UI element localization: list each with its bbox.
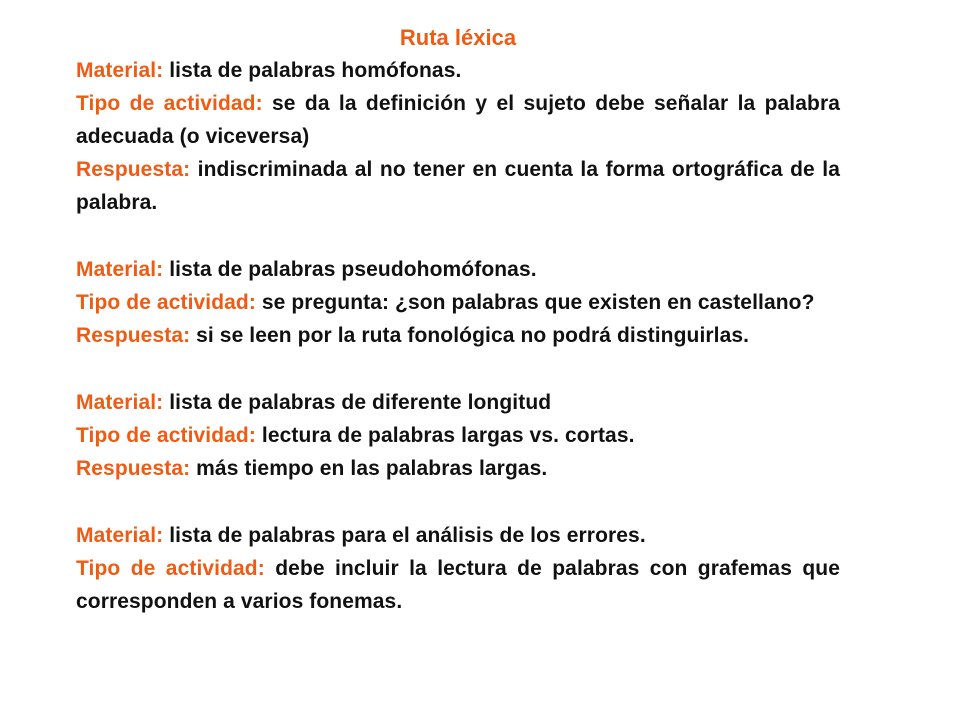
material-text: lista de palabras de diferente longitud: [169, 391, 552, 414]
material-line: [76, 519, 840, 552]
page-title: Ruta léxica: [399, 25, 517, 50]
section-word-length: [76, 386, 840, 485]
response-text: más tiempo en las palabras largas.: [196, 457, 548, 480]
activity-line: [76, 286, 840, 319]
activity-label: Tipo de actividad:: [76, 424, 256, 447]
activity-text: lectura de palabras largas vs. cortas.: [261, 424, 635, 447]
section-homophones: [76, 54, 840, 219]
material-text: lista de palabras homófonas.: [169, 59, 462, 82]
section-pseudohomophones: [76, 253, 840, 352]
material-label: Material:: [76, 59, 164, 82]
response-line: [76, 319, 840, 352]
section-error-analysis: [76, 519, 840, 618]
response-label: Respuesta:: [76, 324, 191, 347]
material-line: [76, 253, 840, 286]
material-text: lista de palabras para el análisis de los errores.: [169, 524, 646, 547]
response-line: [76, 452, 840, 485]
response-label: Respuesta:: [76, 158, 191, 181]
material-label: Material:: [76, 258, 164, 281]
material-line: [76, 386, 840, 419]
response-text: indiscriminada al no tener en cuenta la forma ortográfica de la palabra.: [76, 158, 841, 214]
response-label: Respuesta:: [76, 457, 191, 480]
material-line: [76, 54, 840, 87]
activity-label: Tipo de actividad:: [76, 557, 265, 580]
activity-text: se pregunta: ¿son palabras que existen en castellano?: [261, 291, 815, 314]
activity-label: Tipo de actividad:: [76, 92, 263, 115]
material-label: Material:: [76, 524, 164, 547]
activity-line: [76, 87, 840, 153]
activity-label: Tipo de actividad:: [76, 291, 256, 314]
activity-text: debe incluir la lectura de palabras con grafemas que corresponden a varios fonemas.: [76, 557, 841, 613]
material-label: Material:: [76, 391, 164, 414]
activity-text: se da la definición y el sujeto debe señalar la palabra adecuada (o viceversa): [76, 92, 840, 148]
activity-line: [76, 552, 840, 618]
activity-line: [76, 419, 840, 452]
response-text: si se leen por la ruta fonológica no podrá distinguirlas.: [196, 324, 750, 347]
response-line: [76, 153, 840, 219]
material-text: lista de palabras pseudohomófonas.: [169, 258, 537, 281]
